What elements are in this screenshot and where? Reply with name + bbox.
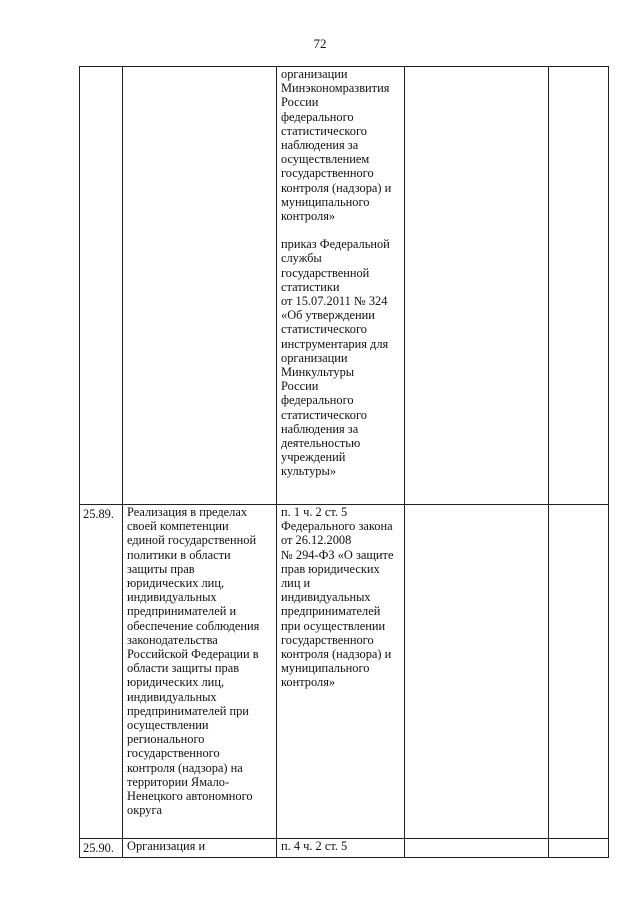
activity-line: регионального <box>127 732 205 747</box>
legal-basis-line: приказ Федеральной <box>281 237 390 252</box>
activity-cell <box>123 67 277 505</box>
legal-basis-line: Минэкономразвития <box>281 81 390 96</box>
legal-basis-line: п. 4 ч. 2 ст. 5 <box>281 839 348 853</box>
legal-basis-line: прав юридических <box>281 561 380 576</box>
legal-basis-line: от 26.12.2008 <box>281 533 352 548</box>
legal-basis-line: предпринимателей <box>281 604 381 619</box>
legal-basis-line: лиц и <box>281 576 311 591</box>
legal-basis-line: наблюдения за <box>281 421 359 436</box>
row-number-cell: 25.89. <box>80 505 123 839</box>
empty-cell <box>549 67 609 505</box>
legal-basis-line: России <box>281 95 319 110</box>
legal-basis-line: культуры» <box>281 464 337 479</box>
legal-basis-cell <box>277 839 405 858</box>
legal-basis-line: инструментария для <box>281 336 389 351</box>
activity-line: Российской Федерации в <box>127 647 259 662</box>
activity-cell <box>123 839 277 858</box>
legal-basis-line: муниципального <box>281 194 370 209</box>
empty-cell <box>549 839 609 858</box>
legal-basis-line: контроля» <box>281 675 336 690</box>
legal-basis-line: государственной <box>281 265 370 280</box>
activity-line: индивидуальных <box>127 689 217 704</box>
empty-cell <box>405 839 549 858</box>
empty-cell <box>549 505 609 839</box>
legal-basis-line: федерального <box>281 109 354 124</box>
activity-line: юридических лиц, <box>127 675 225 690</box>
legal-basis-line: государственного <box>281 166 374 181</box>
table-row <box>80 839 609 858</box>
legal-basis-line: п. 1 ч. 2 ст. 5 <box>281 505 348 519</box>
legal-basis-line: № 294-ФЗ «О защите <box>281 547 394 562</box>
legal-basis-line: при осуществлении <box>281 618 386 633</box>
legal-basis-line: учреждений <box>281 450 346 465</box>
legal-basis-line: организации <box>281 350 348 365</box>
legal-basis-line: «Об утверждении <box>281 308 375 323</box>
legal-basis-line: статистического <box>281 407 367 422</box>
activity-line: осуществлении <box>127 718 209 733</box>
document-table <box>79 66 609 858</box>
legal-basis-line: деятельностью <box>281 436 361 451</box>
legal-basis-line: контроля (надзора) и <box>281 647 392 662</box>
legal-basis-line: федерального <box>281 393 354 408</box>
page-number: 72 <box>313 36 327 51</box>
legal-basis-cell <box>277 505 405 839</box>
activity-line: Реализация в пределах <box>127 505 248 519</box>
activity-line: своей компетенции <box>127 519 229 534</box>
legal-basis-line: наблюдения за <box>281 138 359 153</box>
legal-basis-line: организации <box>281 67 348 81</box>
activity-line: политики в области <box>127 547 231 562</box>
activity-line: области защиты прав <box>127 661 240 676</box>
empty-cell <box>405 505 549 839</box>
activity-line: территории Ямало- <box>127 774 230 789</box>
activity-line: единой государственной <box>127 533 257 548</box>
table-row <box>80 67 609 505</box>
empty-cell <box>405 67 549 505</box>
activity-line: Организация и <box>127 839 206 853</box>
activity-line: юридических лиц, <box>127 576 225 591</box>
legal-basis-line: контроля (надзора) и <box>281 180 392 195</box>
legal-basis-line: статистического <box>281 123 367 138</box>
legal-basis-line: от 15.07.2011 № 324 <box>281 294 388 309</box>
row-number-cell <box>80 67 123 505</box>
legal-basis-line: службы <box>281 251 322 266</box>
activity-line: индивидуальных <box>127 590 217 605</box>
table-row <box>80 505 609 839</box>
activity-cell <box>123 505 277 839</box>
activity-line: Ненецкого автономного <box>127 789 253 804</box>
legal-basis-line: индивидуальных <box>281 590 371 605</box>
activity-line: контроля (надзора) на <box>127 760 243 775</box>
legal-basis-line: Федерального закона <box>281 519 393 534</box>
legal-basis-line: статистики <box>281 279 340 294</box>
activity-line: округа <box>127 803 163 818</box>
activity-line: законодательства <box>127 632 218 647</box>
activity-line: предпринимателей при <box>127 703 249 718</box>
legal-basis-line: осуществлением <box>281 152 370 167</box>
legal-basis-line: муниципального <box>281 661 370 676</box>
legal-basis-line: контроля» <box>281 209 336 224</box>
legal-basis-line: статистического <box>281 322 367 337</box>
activity-line: обеспечение соблюдения <box>127 618 260 633</box>
legal-basis-line: государственного <box>281 632 374 647</box>
legal-basis-line: Минкультуры <box>281 365 355 380</box>
activity-line: предпринимателей и <box>127 604 237 619</box>
paragraph-gap <box>281 223 400 237</box>
legal-basis-cell <box>277 67 405 505</box>
activity-line: государственного <box>127 746 220 761</box>
legal-basis-line: России <box>281 379 319 394</box>
row-number-cell: 25.90. <box>80 839 123 858</box>
activity-line: защиты прав <box>127 561 195 576</box>
